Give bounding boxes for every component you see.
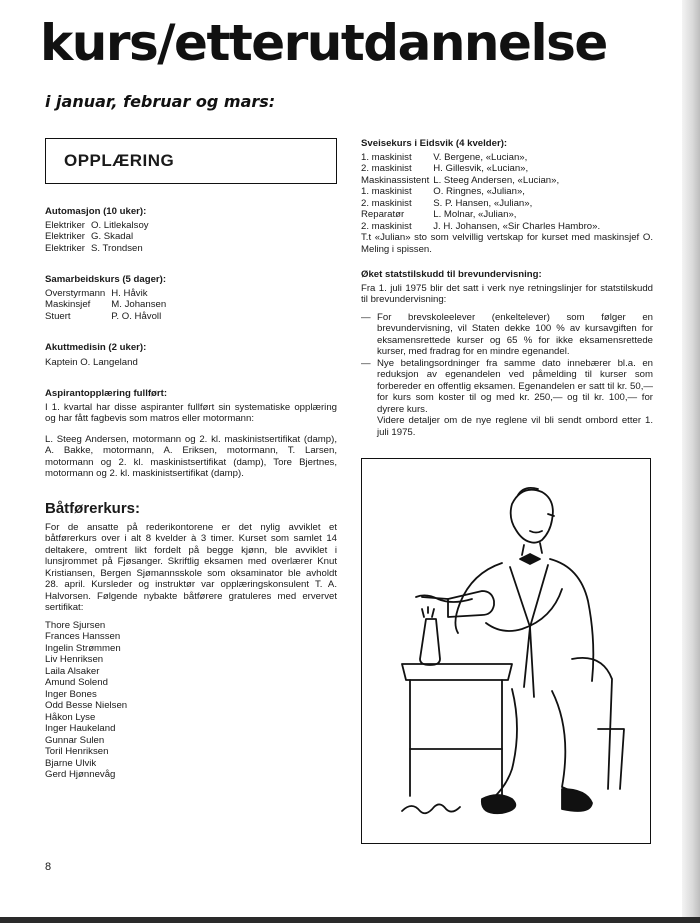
list-item: Gerd Hjønnevåg (45, 769, 116, 780)
page-number: 8 (45, 861, 52, 873)
list-item: Bjarne Ulvik (45, 757, 97, 769)
list-item: Inger Bones (45, 688, 97, 700)
automasjon-name: S. Trondsen (90, 242, 143, 254)
sveise-role: 1. maskinist (361, 151, 412, 163)
batforer-section (45, 500, 337, 781)
sveise-role: 2. maskinist (361, 220, 412, 232)
samarbeid-heading: Samarbeidskurs (5 dager): (45, 274, 167, 285)
sveise-name: V. Bergene, «Lucian», (433, 151, 528, 163)
list-item: Toril Henriksen (45, 746, 109, 757)
samarbeid-role: Stuert (45, 310, 71, 322)
sveise-note: T.t «Julian» sto som velvillig vertskap for kurset med maskinsjef O. Meling i spissen. (361, 232, 653, 255)
samarbeid-section (45, 274, 337, 322)
sveise-role: Reparatør (361, 209, 405, 220)
automasjon-role: Elektriker (45, 242, 85, 254)
batforer-text: For de ansatte på rederikontorene er det nylig avviklet et båtførerkurs over i alt 8 kvelder à 3 timer. Kurset som samlet 14 deltakere, omtrent likt fordelt på begge kjønn, ble avviklet i lunsjrommet på Fjøsanger. Skriftlig eksamen med overlærer Knut Kristiansen, Bergen Sjømannsskole som oksaminator ble avholdt 28. april. Kursleder og instruktør var opplæringskonsulent T. A. Halvorsen. Følgende nybakte båtførere gratuleres med ervervet sertifikat: (45, 521, 337, 613)
automasjon-role: Elektriker (45, 231, 85, 242)
list-item: Amund Solend (45, 677, 108, 688)
statstilskudd-heading: Øket statstilskudd til brevundervisning: (361, 269, 542, 280)
sveise-role: Maskinassistent (361, 174, 430, 186)
list-item: Inger Haukeland (45, 723, 116, 734)
list-item (361, 415, 653, 438)
section-box-heading: OPPLÆRING (45, 138, 337, 184)
automasjon-heading: Automasjon (10 uker): (45, 206, 147, 217)
scan-bottom-edge (0, 917, 700, 923)
aspirant-section (45, 388, 337, 480)
scan-edge (682, 0, 700, 923)
sveise-name: S. P. Hansen, «Julian», (433, 197, 533, 209)
sveise-name: H. Gillesvik, «Lucian», (433, 163, 529, 174)
batforer-name-list (45, 620, 337, 781)
statstilskudd-section (361, 269, 653, 438)
sveise-role: 2. maskinist (361, 163, 412, 174)
list-item: Thore Sjursen (45, 619, 106, 631)
list-item (361, 358, 653, 416)
akutt-section (45, 342, 337, 368)
statstilskudd-bullet-1: For brevskoleelever (enkeltelever) som følger en brevundervisning, vil Staten dekke 100 % av kursavgiften for eksamensrettede kurser og 65 % for ikke eksamensrettede kurser, med fradrag for en mindre egenandel. (377, 311, 653, 357)
list-item: Håkon Lyse (45, 711, 96, 723)
list-item: Frances Hanssen (45, 631, 121, 642)
sveise-role: 1. maskinist (361, 186, 412, 197)
aspirant-heading: Aspirantopplæring fullført: (45, 388, 168, 399)
dash-marker: — (361, 311, 371, 323)
statstilskudd-intro: Fra 1. juli 1975 blir det satt i verk nye retningslinjer for statstilskudd til brevundervisning: (361, 282, 653, 305)
statstilskudd-bullet-2: Nye betalingsordninger fra samme dato innebærer bl.a. en reduksjon av egenandelen ved påmelding til kurser som forbereder en offentlig eksamen. Egenandelen er satt til kr. 50,— for kurs som koster til og med kr. 250,— og til kr. 100,— for dyrere kurs. (377, 357, 653, 415)
list-item: Gunnar Sulen (45, 734, 105, 746)
list-item: Laila Alsaker (45, 665, 100, 677)
automasjon-role: Elektriker (45, 219, 85, 231)
samarbeid-name: M. Johansen (111, 299, 167, 310)
right-column (361, 138, 653, 438)
automasjon-name: O. Litlekalsoy (90, 219, 149, 231)
samarbeid-name: H. Håvik (111, 287, 148, 299)
sveise-name: J. H. Johansen, «Sir Charles Hambro». (433, 220, 601, 232)
aspirant-intro: I 1. kvartal har disse aspiranter fullført sin systematiske opplæring og har fått fagbevis som matros eller motormann: (45, 401, 337, 424)
akutt-heading: Akuttmedisin (2 uker): (45, 342, 147, 353)
automasjon-section (45, 206, 337, 254)
list-item: Ingelin Strømmen (45, 642, 121, 654)
aspirant-list: L. Steeg Andersen, motormann og 2. kl. maskinistsertifikat (damp), A. Bakke, motormann, A. Eriksen, motormann, T. Larsen, motormann og 2. kl. maskinistsertifikat (damp), Tore Bjertnes, motormann og 2. kl. maskinistsertifikat (damp). (45, 433, 337, 479)
sveise-section (361, 138, 653, 255)
akutt-line: Kaptein O. Langeland (45, 356, 138, 368)
cartoon-man-pouring-drink (362, 459, 649, 842)
samarbeid-role: Maskinsjef (45, 299, 91, 310)
statstilskudd-outro: Videre detaljer om de nye reglene vil bli sendt ombord etter 1. juli 1975. (377, 415, 653, 438)
sveise-name: O. Ringnes, «Julian», (433, 186, 525, 197)
list-item: Odd Besse Nielsen (45, 700, 128, 711)
page-subtitle: i januar, februar og mars: (45, 92, 276, 111)
batforer-heading: Båtførerkurs: (45, 499, 141, 517)
sveise-name: L. Molnar, «Julian», (433, 209, 517, 220)
automasjon-name: G. Skadal (90, 231, 134, 242)
samarbeid-name: P. O. Håvoll (111, 310, 162, 322)
sveise-heading: Sveisekurs i Eidsvik (4 kvelder): (361, 138, 508, 149)
dash-marker: — (361, 357, 371, 369)
sveise-name: L. Steeg Andersen, «Lucian», (433, 174, 560, 186)
samarbeid-role: Overstyrmann (45, 287, 106, 299)
page-title: kurs/etterutdannelse (40, 14, 607, 72)
sveise-role: 2. maskinist (361, 197, 412, 209)
left-column (45, 138, 337, 781)
list-item: Liv Henriksen (45, 654, 104, 665)
cartoon-illustration (361, 458, 651, 844)
list-item (361, 312, 653, 358)
